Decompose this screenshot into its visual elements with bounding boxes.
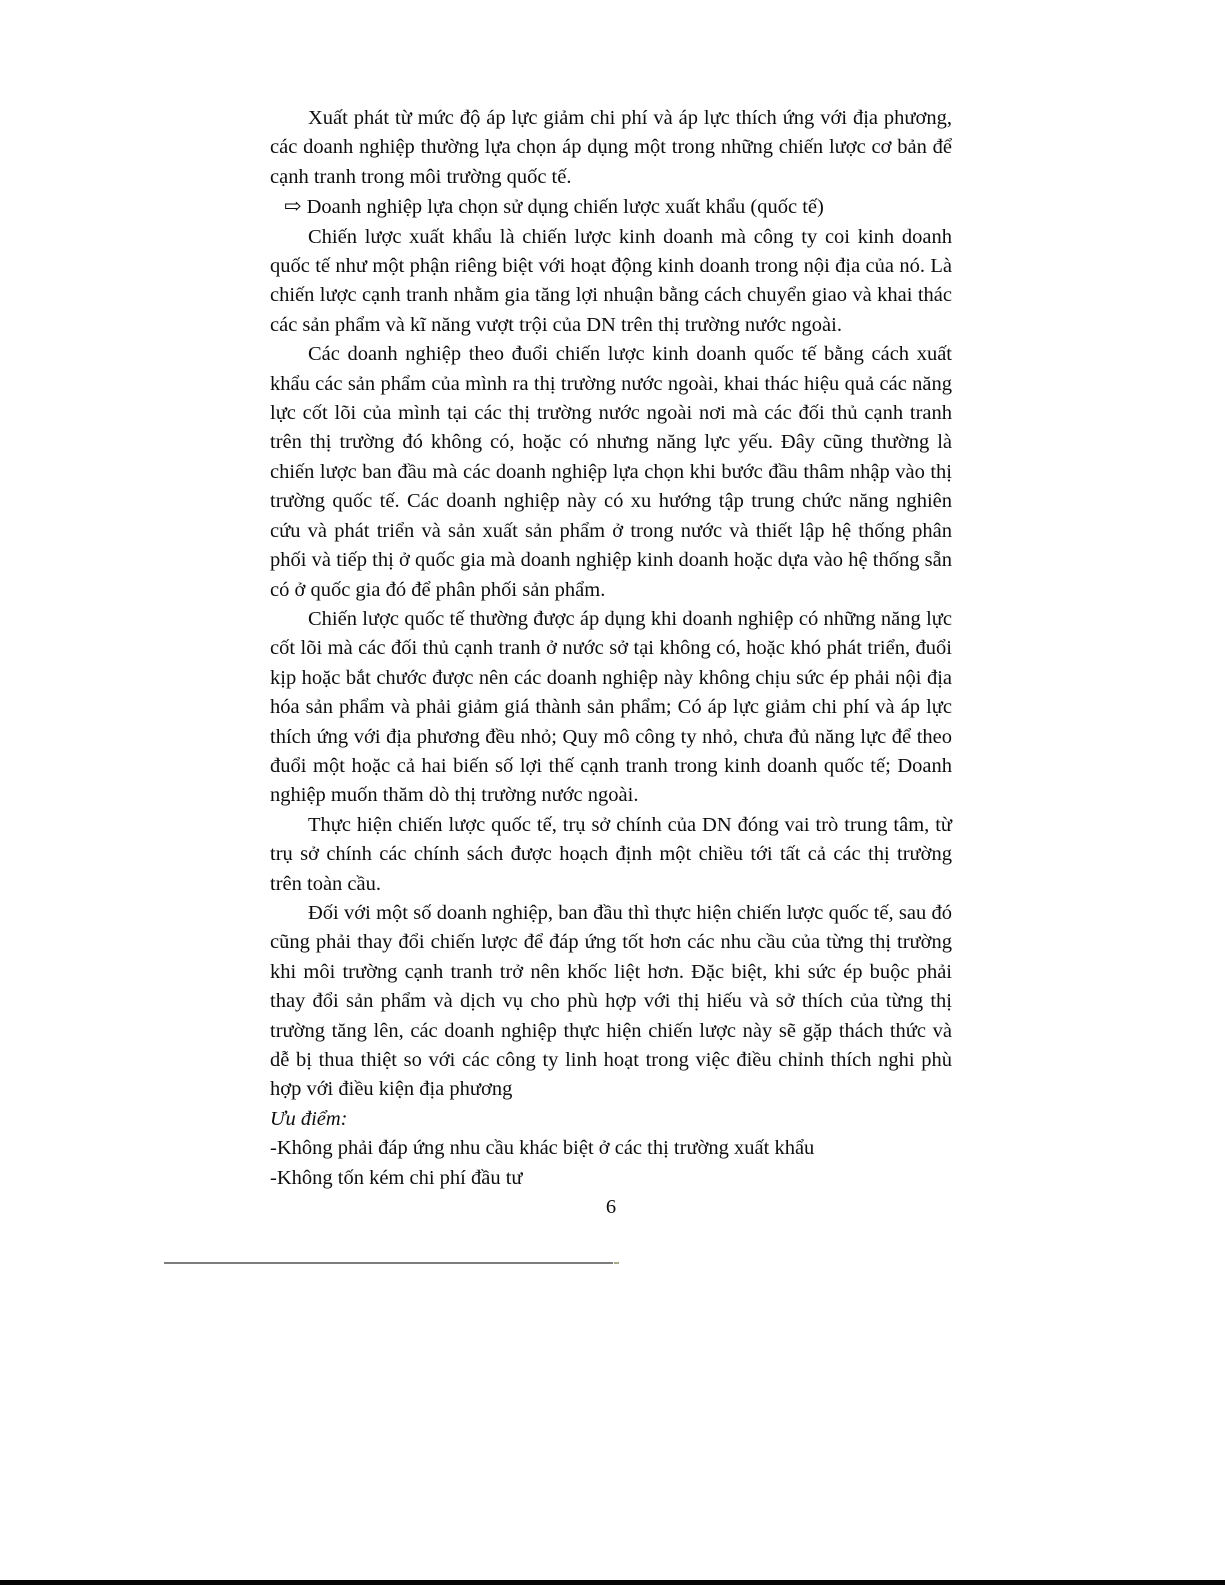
advantage-item: -Không tốn kém chi phí đầu tư [270,1166,523,1189]
paragraph-headquarters: Thực hiện chiến lược quốc tế, trụ sở chính của DN đóng vai trò trung tâm, từ trụ sở chính các chính sách được hoạch định một chiều tới tất cả các thị trường trên toàn cầu. [270,813,952,895]
strategy-item-label: Doanh nghiệp lựa chọn sử dụng chiến lược xuất khẩu (quốc tế) [306,196,824,219]
paragraph-adaptation: Đối với một số doanh nghiệp, ban đầu thì thực hiện chiến lược quốc tế, sau đó cũng phải thay đổi chiến lược để đáp ứng tốt hơn các nhu cầu của từng thị trường khi môi trường cạnh tranh trở nên khốc liệt hơn. Đặc biệt, khi sức ép buộc phải thay đổi sản phẩm và dịch vụ cho phù hợp với thị hiếu và sở thích của từng thị trường tăng lên, các doanh nghiệp thực hiện chiến lược này sẽ gặp thách thức và dễ bị thua thiệt so với các công ty linh hoạt trong việc điều chỉnh thích nghi phù hợp với điều kiện địa phương [270,901,952,1101]
page-number: 6 [605,1196,617,1219]
paragraph-definition: Chiến lược xuất khẩu là chiến lược kinh doanh mà công ty coi kinh doanh quốc tế như một phận riêng biệt với hoạt động kinh doanh trong nội địa của nó. Là chiến lược cạnh tranh nhằm gia tăng lợi nhuận bằng cách chuyển giao và khai thác các sản phẩm và kĩ năng vượt trội của DN trên thị trường nước ngoài. [270,225,952,336]
divider-end-speck [614,1262,619,1264]
advantage-item: -Không phải đáp ứng nhu cầu khác biệt ở các thị trường xuất khẩu [270,1137,815,1160]
bottom-edge-bar [0,1580,1225,1585]
strategy-list-item [270,192,952,222]
paragraph-application: Chiến lược quốc tế thường được áp dụng khi doanh nghiệp có những năng lực cốt lõi mà các đối thủ cạnh tranh ở nước sở tại không có, hoặc khó phát triển, đuổi kịp hoặc bắt chước được nên các doanh nghiệp này không chịu sức ép phải nội địa hóa sản phẩm và phải giảm giá thành sản phẩm; Có áp lực giảm chi phí và áp lực thích ứng với địa phương đều nhỏ; Quy mô công ty nhỏ, chưa đủ năng lực để theo đuổi một hoặc cả hai biến số lợi thế cạnh tranh trong kinh doanh quốc tế; Doanh nghiệp muốn thăm dò thị trường nước ngoài. [270,607,952,807]
footnote-divider [164,1262,613,1264]
paragraph-intro: Xuất phát từ mức độ áp lực giảm chi phí và áp lực thích ứng với địa phương, các doanh nghiệp thường lựa chọn áp dụng một trong những chiến lược cơ bản để cạnh tranh trong môi trường quốc tế. [270,107,952,188]
right-arrow-icon: ⇨ [284,194,302,219]
page-content [270,104,952,1222]
advantages-heading: Ưu điểm: [270,1107,348,1130]
paragraph-pursuit: Các doanh nghiệp theo đuổi chiến lược kinh doanh quốc tế bằng cách xuất khẩu các sản phẩm của mình ra thị trường nước ngoài, khai thác hiệu quả các năng lực cốt lõi của mình tại các thị trường nước ngoài nơi mà các đối thủ cạnh tranh trên thị trường đó không có, hoặc có nhưng năng lực yếu. Đây cũng thường là chiến lược ban đầu mà các doanh nghiệp lựa chọn khi bước đầu thâm nhập vào thị trường quốc tế. Các doanh nghiệp này có xu hướng tập trung chức năng nghiên cứu và phát triển và sản xuất sản phẩm ở trong nước và thiết lập hệ thống phân phối và tiếp thị ở quốc gia mà doanh nghiệp kinh doanh hoặc dựa vào hệ thống sẵn có ở quốc gia đó để phân phối sản phẩm. [270,343,952,601]
